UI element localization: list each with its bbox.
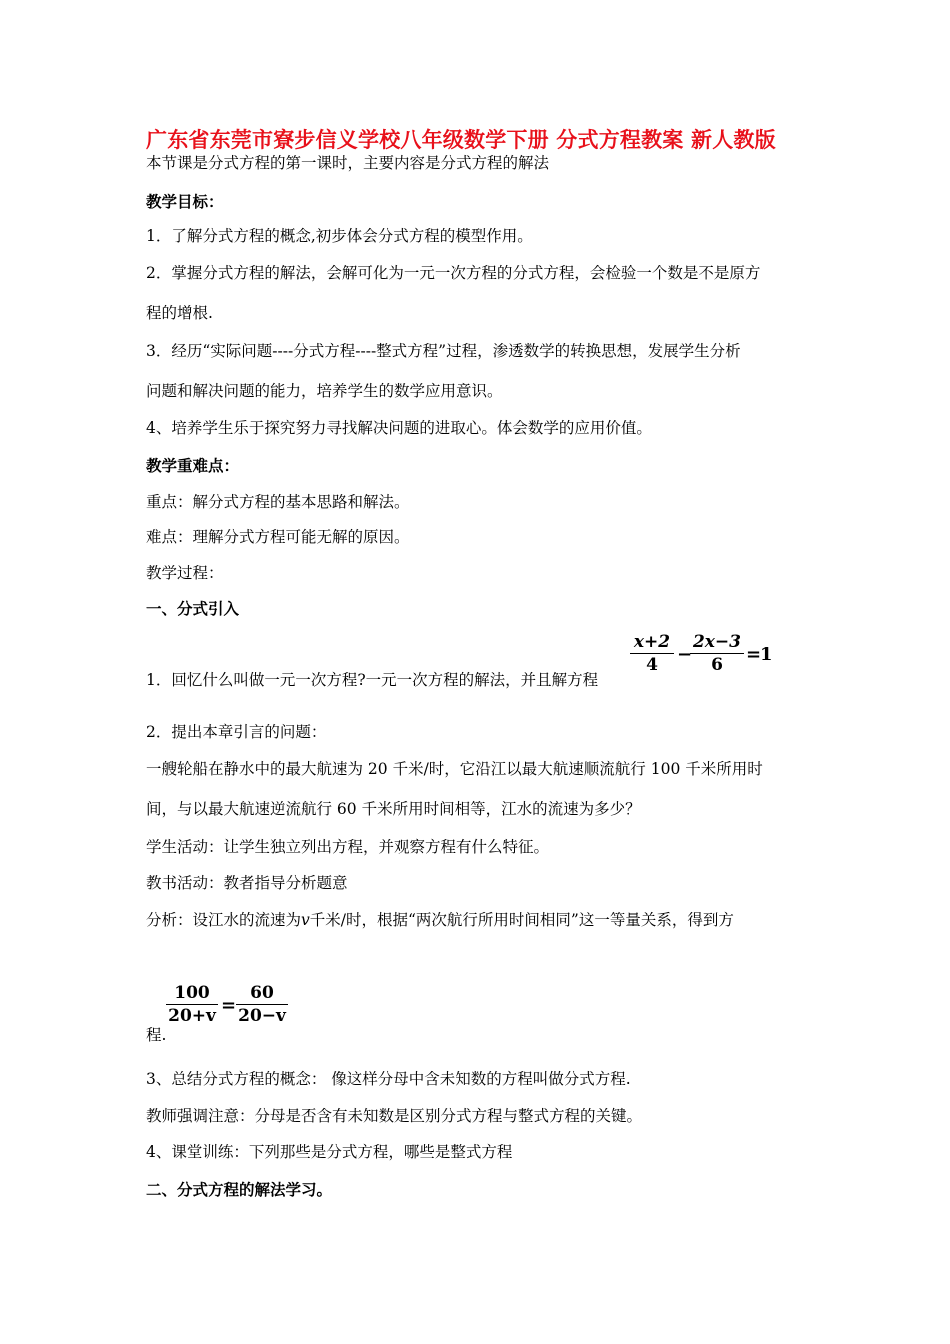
eq1-rhs: 1 [760,644,773,665]
eq1-numerator-2: 2x−3 [692,632,742,652]
analysis-post: 千米/时，根据“两次航行所用时间相同”这一等量关系，得到方 [309,911,734,929]
student-activity: 学生活动：让学生独立列出方程，并观察方程有什么特征。 [146,838,550,856]
intro-text: 本节课是分式方程的第一课时，主要内容是分式方程的解法 [146,154,550,172]
section-1-heading: 一、分式引入 [146,599,240,618]
eq1-minus: − [677,644,693,665]
eq1-equals: = [746,644,762,665]
key-heading: 教学重难点： [146,456,240,475]
analysis-end: 程. [146,1026,167,1044]
goal-2-line-1: 2．掌握分式方程的解法，会解可化为一元一次方程的分式方程，会检验一个数是不是原方 [146,264,761,282]
section-2-heading: 二、分式方程的解法学习。 [146,1180,333,1199]
eq2-equals: = [221,995,237,1016]
equation-2 [166,983,296,1031]
equation-1 [630,632,780,680]
eq1-numerator-1: x+2 [633,632,671,652]
analysis-pre: 分析：设江水的流速为 [146,911,302,929]
eq1-fraction-2 [690,632,744,675]
item-3: 3、总结分式方程的概念： 像这样分母中含未知数的方程叫做分式方程. [146,1070,631,1088]
eq2-denominator-1: 20+v [168,1006,216,1026]
document-title: 广东省东莞市寮步信义学校八年级数学下册 分式方程教案 新人教版 [146,128,776,152]
eq2-fraction-2 [236,983,288,1026]
difficulty-point: 难点：理解分式方程可能无解的原因。 [146,528,410,546]
item-1: 1．回忆什么叫做一元一次方程?一元一次方程的解法，并且解方程 [146,671,599,689]
problem-line-2: 间，与以最大航速逆流航行 60 千米所用时间相等，江水的流速为多少？ [146,800,641,818]
eq1-denominator-2: 6 [711,655,723,675]
goal-2-line-2: 程的增根. [146,304,213,322]
eq1-denominator-1: 4 [646,655,658,675]
process-heading: 教学过程： [146,564,224,582]
eq2-fraction-1 [166,983,218,1026]
teacher-activity: 教书活动：教者指导分析题意 [146,874,348,892]
item-2: 2．提出本章引言的问题： [146,723,327,741]
goals-heading: 教学目标： [146,192,224,211]
goal-3-line-2: 问题和解决问题的能力，培养学生的数学应用意识。 [146,382,503,400]
eq1-fraction-1 [630,632,674,675]
goal-4: 4、培养学生乐于探究努力寻找解决问题的进取心。体会数学的应用价值。 [146,419,652,437]
analysis-variable: v [301,911,310,929]
goal-3-line-1: 3．经历“实际问题----分式方程----整式方程”过程，渗透数学的转换思想，发展学生分析 [146,342,741,360]
key-point: 重点：解分式方程的基本思路和解法。 [146,493,410,511]
problem-line-1: 一艘轮船在静水中的最大航速为 20 千米/时，它沿江以最大航速顺流航行 100 千米所用时 [146,760,763,778]
eq2-denominator-2: 20−v [238,1006,286,1026]
item-4: 4、课堂训练：下列那些是分式方程，哪些是整式方程 [146,1143,513,1161]
eq2-numerator-1: 100 [174,983,210,1003]
eq2-numerator-2: 60 [250,983,274,1003]
goal-1: 1．了解分式方程的概念,初步体会分式方程的模型作用。 [146,227,533,245]
teacher-emphasis: 教师强调注意：分母是否含有未知数是区别分式方程与整式方程的关键。 [146,1107,643,1125]
analysis-line [146,910,734,930]
